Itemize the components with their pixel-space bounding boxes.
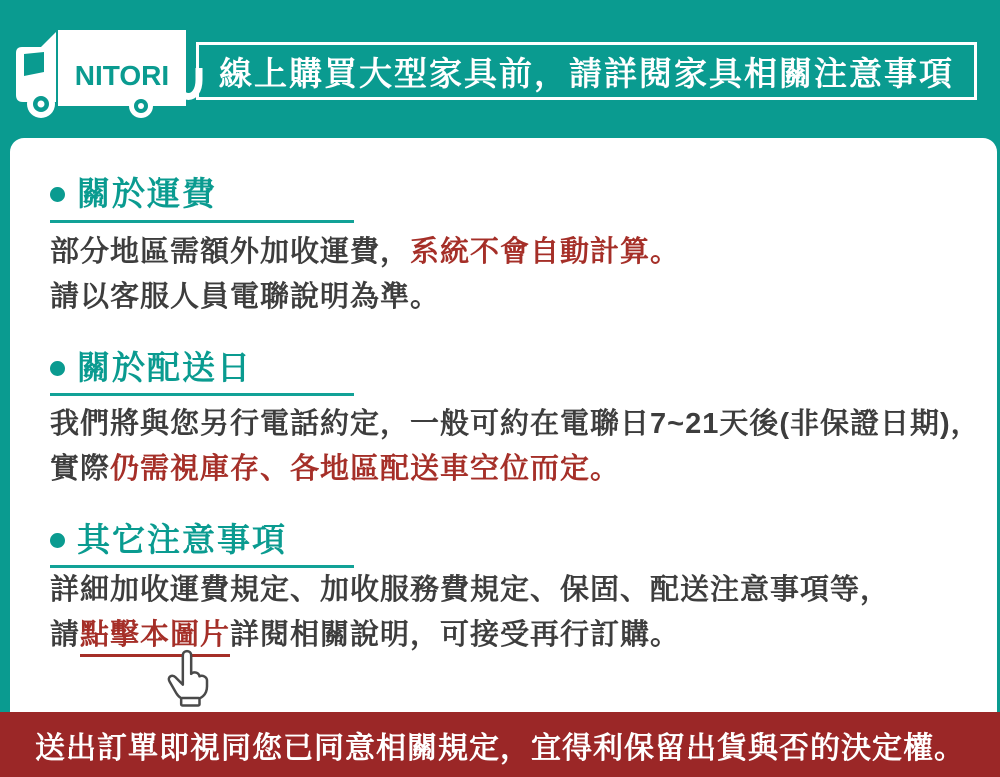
dot-bullet-icon	[50, 361, 65, 376]
dot-bullet-icon	[50, 533, 65, 548]
body-line: 請點擊本圖片詳閱相關說明，可接受再行訂購。	[50, 613, 890, 658]
header-title-box	[196, 42, 977, 100]
body-line: 詳細加收運費規定、加收服務費規定、保固、配送注意事項等，	[50, 574, 891, 606]
heading-underline	[50, 220, 354, 223]
header-title: 線上購買大型家具前，請詳閱家具相關注意事項	[219, 54, 954, 92]
content-panel	[10, 138, 997, 712]
dot-bullet-icon	[50, 187, 65, 202]
click-this-image-link[interactable]: 點擊本圖片	[80, 619, 230, 657]
section-body-delivery-date	[50, 402, 981, 492]
footer-text: 送出訂單即視同您已同意相關規定，宜得利保留出貨與否的決定權。	[35, 731, 965, 765]
section-heading-label: 其它注意事項	[77, 521, 287, 558]
section-heading-other-notes	[50, 518, 287, 562]
delivery-truck-icon	[14, 26, 186, 122]
section-heading-delivery-date	[50, 346, 252, 390]
section-heading-label: 關於運費	[77, 175, 217, 212]
body-line: 我們將與您另行電話約定，一般可約在電聯日7~21天後(非保證日期)，	[50, 408, 981, 440]
section-heading-shipping-fee	[50, 172, 217, 216]
section-body-other-notes	[50, 568, 890, 658]
heading-underline	[50, 393, 354, 396]
body-line: 實際仍需視庫存、各地區配送車空位而定。	[50, 453, 621, 485]
footer-bar	[0, 712, 1000, 777]
emphasis-text: 仍需視庫存、各地區配送車空位而定。	[110, 453, 621, 485]
body-line: 請以客服人員電聯說明為準。	[50, 281, 441, 313]
body-line: 部分地區需額外加收運費，系統不會自動計算。	[50, 236, 681, 268]
section-body-shipping-fee	[50, 230, 680, 320]
emphasis-text: 系統不會自動計算。	[410, 236, 681, 268]
nitori-logo-text: NITORI	[74, 60, 170, 91]
section-heading-label: 關於配送日	[77, 349, 252, 386]
hand-click-cursor-icon	[160, 648, 214, 708]
